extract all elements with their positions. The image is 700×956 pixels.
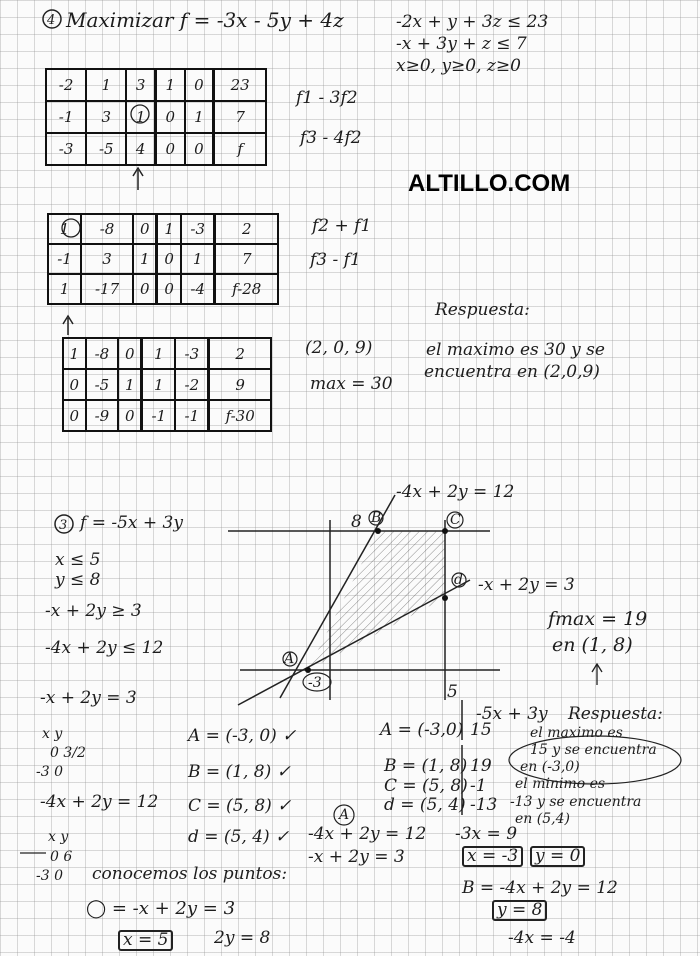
intersection-y: 2y = 8 [214, 928, 271, 948]
eval-d-value: -13 [470, 795, 498, 815]
p4-answer-title: Respuesta: [435, 300, 530, 320]
tableau-cell: 1 [118, 369, 142, 400]
tableau-cell: -5 [86, 133, 126, 165]
eval-C-point: C = (5, 8) [384, 776, 468, 796]
eq2-xy-header: x y [48, 829, 69, 845]
axis-label-8: 8 [351, 512, 362, 532]
tableau-cell: -1 [48, 244, 81, 274]
row-op-3: f2 + f1 [312, 216, 372, 236]
system-A-result: -3x = 9 [455, 824, 518, 844]
row-op-4: f3 - f1 [310, 250, 361, 270]
feasible-region [308, 531, 445, 670]
p4-answer-line-1: el maximo es 30 y se [426, 340, 605, 360]
tableau-cell: 0 [118, 338, 142, 369]
tableau-cell: -2 [175, 369, 209, 400]
tableau-cell: 0 [133, 274, 157, 304]
p4-constraint-1: -2x + y + 3z ≤ 23 [396, 12, 549, 32]
point-B: B = (1, 8) ✓ [188, 762, 291, 782]
system-A-eq-1: -4x + 2y = 12 [308, 824, 427, 844]
tableau-cell: -2 [46, 69, 86, 101]
system-B-result: -4x = -4 [508, 928, 576, 948]
point-A: A = (-3, 0) ✓ [188, 726, 297, 746]
eq1-label: -x + 2y = 3 [40, 688, 137, 708]
optimal-point: (2, 0, 9) [305, 338, 373, 358]
tableau-cell: 0 [133, 214, 157, 244]
vertex-A-label: A [284, 651, 295, 667]
eval-header: -5x + 3y [476, 704, 548, 724]
tableau-cell: 0 [156, 101, 185, 133]
tableau-cell: 2 [209, 338, 271, 369]
constraint-3: -x + 2y ≥ 3 [45, 601, 142, 621]
max-value: max = 30 [310, 374, 393, 394]
tableau-cell: 3 [126, 69, 155, 101]
eval-A-value: 15 [470, 720, 492, 740]
tableau-cell: -5 [86, 369, 119, 400]
tableau-cell: 3 [86, 101, 126, 133]
p4-title: Maximizar f = -3x - 5y + 4z [66, 8, 344, 32]
row-op-1: f1 - 3f2 [296, 88, 358, 108]
system-B-eq: B = -4x + 2y = 12 [462, 878, 618, 898]
p4-constraint-2: -x + 3y + z ≤ 7 [396, 34, 527, 54]
p4-answer-line-2: encuentra en (2,0,9) [424, 362, 600, 382]
vertex-B-label: B [371, 510, 382, 526]
tableau-cell: -1 [142, 400, 176, 431]
line-label-2: -x + 2y = 3 [478, 575, 575, 595]
tableau-cell: 0 [63, 400, 86, 431]
points-intro: conocemos los puntos: [92, 864, 288, 884]
vertex-d-label: d [454, 572, 463, 588]
tableau-cell: 7 [215, 244, 278, 274]
p3-answer-line-6: en (5,4) [515, 811, 570, 827]
constraint-y: y ≤ 8 [55, 570, 101, 590]
fmax-line-2: en (1, 8) [552, 634, 633, 656]
constraint-x: x ≤ 5 [55, 550, 101, 570]
tableau-cell: 0 [185, 69, 214, 101]
tableau-cell: 7 [214, 101, 266, 133]
axis-label-minus3: -3 [308, 675, 322, 691]
tableau-cell: -3 [175, 338, 209, 369]
tableau-cell: 1 [48, 214, 81, 244]
tableau-cell: 3 [81, 244, 133, 274]
problem-number-3: 3 [59, 518, 68, 533]
tableau-cell: -3 [181, 214, 215, 244]
eval-B-value: 19 [470, 756, 492, 776]
p3-answer-line-5: -13 y se encuentra [510, 794, 642, 810]
eval-B-point: B = (1, 8) [384, 756, 468, 776]
solution-x: x = -3 [462, 846, 523, 867]
eq1-xy-header: x y [42, 726, 63, 742]
tableau-cell: -17 [81, 274, 133, 304]
p3-answer-title: Respuesta: [568, 704, 663, 724]
eq1-row-2: -3 0 [36, 764, 63, 780]
tableau-cell: 0 [157, 274, 181, 304]
tableau-cell: f-28 [215, 274, 278, 304]
point-d: d = (5, 4) ✓ [188, 827, 290, 847]
axis-label-5: 5 [447, 682, 458, 702]
eq1-row-1: 0 3/2 [50, 745, 86, 761]
eq2-label: -4x + 2y = 12 [40, 792, 159, 812]
tableau-cell: f [214, 133, 266, 165]
tableau-cell: 0 [185, 133, 214, 165]
p3-answer-line-4: el minimo es [515, 776, 606, 792]
vertex-C-label: C [450, 512, 461, 528]
tableau-cell: -1 [46, 101, 86, 133]
vertex-B [375, 528, 381, 534]
eval-C-value: -1 [470, 776, 487, 796]
tableau-cell: 4 [126, 133, 155, 165]
fmax-line-1: fmax = 19 [548, 608, 648, 630]
vertex-C [442, 528, 448, 534]
tableau-cell: 1 [48, 274, 81, 304]
tableau-cell: 0 [157, 244, 181, 274]
tableau-cell: 1 [156, 69, 185, 101]
solution-y: y = 0 [530, 846, 585, 867]
tableau-cell: 1 [185, 101, 214, 133]
eq2-row-1: 0 6 [50, 849, 73, 865]
tableau-cell: -3 [46, 133, 86, 165]
p3-answer-line-3: en (-3,0) [520, 759, 580, 775]
tableau-cell: 1 [157, 214, 181, 244]
tableau-cell: -8 [86, 338, 119, 369]
tableau-cell: 0 [118, 400, 142, 431]
tableau-cell: 1 [142, 369, 176, 400]
tableau-cell: 1 [86, 69, 126, 101]
tableau-cell: -4 [181, 274, 215, 304]
objective-3: f = -5x + 3y [80, 513, 183, 533]
solution-y-B: y = 8 [492, 900, 547, 921]
system-A-label: A [339, 807, 350, 823]
vertex-A [305, 667, 311, 673]
intersection-x: x = 5 [118, 930, 173, 951]
tableau-cell: 1 [126, 101, 155, 133]
row-op-2: f3 - 4f2 [300, 128, 362, 148]
constraint-4: -4x + 2y ≤ 12 [45, 638, 164, 658]
p4-constraint-3: x≥0, y≥0, z≥0 [396, 56, 521, 76]
tableau-cell: 23 [214, 69, 266, 101]
eval-d-point: d = (5, 4) [384, 795, 466, 815]
tableau-cell: 0 [63, 369, 86, 400]
p3-answer-line-1: el maximo es [530, 725, 623, 741]
problem-number-4: 4 [47, 13, 56, 28]
point-C: C = (5, 8) ✓ [188, 796, 292, 816]
tableau-cell: -8 [81, 214, 133, 244]
p3-answer-line-2: 15 y se encuentra [530, 742, 657, 758]
tableau-cell: 1 [142, 338, 176, 369]
watermark: ALTILLO.COM [408, 170, 571, 197]
vertex-d [442, 595, 448, 601]
tableau-cell: -1 [175, 400, 209, 431]
tableau-cell: 2 [215, 214, 278, 244]
line-label-1: -4x + 2y = 12 [396, 482, 515, 502]
tableau-cell: 1 [181, 244, 215, 274]
tableau-cell: f-30 [209, 400, 271, 431]
intersection-eq: ◯ = -x + 2y = 3 [86, 898, 236, 919]
tableau-cell: -9 [86, 400, 119, 431]
tableau-cell: 9 [209, 369, 271, 400]
eq2-row-2: -3 0 [36, 868, 63, 884]
tableau-cell: 0 [156, 133, 185, 165]
tableau-cell: 1 [63, 338, 86, 369]
tableau-cell: 1 [133, 244, 157, 274]
eval-A-point: A = (-3,0) [380, 720, 464, 740]
system-A-eq-2: -x + 2y = 3 [308, 847, 405, 867]
